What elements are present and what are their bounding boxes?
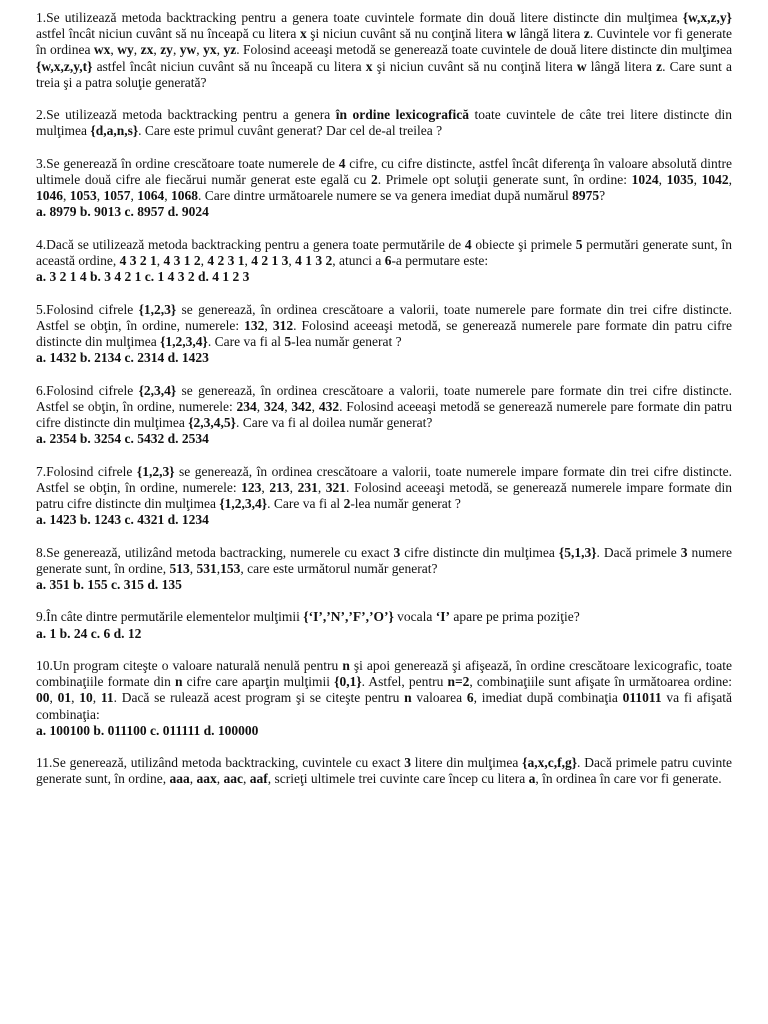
text-run: 7.Folosind cifrele xyxy=(36,463,137,479)
text-run: , xyxy=(189,560,197,576)
bold-run: yz xyxy=(223,42,237,58)
bold-run: 5 xyxy=(284,334,292,349)
bold-run: zy xyxy=(160,42,173,58)
bold-run: 231 xyxy=(297,479,318,495)
bold-run: 4 3 2 1 xyxy=(119,253,157,268)
bold-run: 11 xyxy=(100,690,114,706)
text-run: , xyxy=(216,771,224,787)
bold-run: 10 xyxy=(79,690,93,706)
bold-run: 8975 xyxy=(572,188,600,204)
bold-run: 1046 xyxy=(36,188,63,204)
text-run: valoarea xyxy=(411,690,467,706)
bold-run: ‘I’ xyxy=(435,609,450,625)
bold-run: 132 xyxy=(244,317,265,333)
bold-run: wy xyxy=(117,42,134,58)
text-run: , xyxy=(244,253,252,268)
question-block xyxy=(36,609,732,641)
text-run: astfel încât niciun cuvânt să nu înceapă cu litera xyxy=(92,58,366,74)
text-run: ? xyxy=(599,188,606,204)
text-run: 6.Folosind cifrele xyxy=(36,382,139,398)
bold-run: 3 xyxy=(393,544,401,560)
bold-run: 1057 xyxy=(103,188,131,204)
question-block xyxy=(36,383,732,448)
bold-run: 4 xyxy=(464,236,472,252)
text-run: şi niciun cuvânt să nu conţină litera xyxy=(306,26,507,42)
text-run: se generează, în ordinea crescătoare a valorii, toate numerele pare formate din trei cifre distincte. Astfel se obţin, în ordine, numerele: xyxy=(36,301,732,333)
bold-run: 2 xyxy=(371,172,378,187)
text-run: şi niciun cuvânt să nu conţină litera xyxy=(372,58,577,74)
text-run: . Primele opt soluţii generate sunt, în ordine: xyxy=(377,172,632,187)
question-block xyxy=(36,237,732,286)
answer-options: a. 100100 b. 011100 c. 011111 d. 100000 xyxy=(36,722,259,738)
text-run: , imediat după combinaţia xyxy=(473,690,623,706)
question-block xyxy=(36,10,732,91)
bold-run: 1024 xyxy=(631,172,659,187)
text-run: . Folosind aceeaşi metodă se generează numerele pare formate din patru cifre distincte din mulţimea xyxy=(36,398,733,430)
answer-options: a. 1432 b. 2134 c. 2314 d. 1423 xyxy=(36,350,209,366)
question-text xyxy=(36,107,732,139)
text-run: . Care va fi al doilea număr generat? xyxy=(235,415,433,430)
text-run: , xyxy=(164,188,171,204)
bold-run: n xyxy=(404,690,412,706)
bold-run: {1,2,3} xyxy=(136,463,175,479)
text-run: , xyxy=(288,253,296,268)
text-run: se generează, în ordinea crescătoare a valorii, toate numerele pare formate din trei cifre distincte. Astfel se obţin, în ordine, numerele: xyxy=(36,382,732,414)
question-text xyxy=(36,609,732,625)
question-block xyxy=(36,302,732,367)
text-run: , xyxy=(49,690,58,706)
text-run: 2.Se utilizează metoda backtracking pentru a genera xyxy=(36,107,336,123)
text-run: , xyxy=(133,42,141,58)
text-run: , xyxy=(63,188,70,204)
text-run: , care este următorul număr generat? xyxy=(240,560,438,576)
text-run: , xyxy=(130,188,138,204)
text-run: , xyxy=(242,771,250,787)
bold-run: {‘I’,’N’,’F’,’O’} xyxy=(303,609,394,625)
text-run: , xyxy=(71,690,80,706)
text-run: , xyxy=(264,317,273,333)
text-run: apare pe prima poziţie? xyxy=(450,609,580,625)
text-run: 8.Se generează, utilizând metoda bactracking, numerele cu exact xyxy=(36,544,394,560)
bold-run: {a,x,c,f,g} xyxy=(522,755,578,771)
text-run: , în ordinea în care vor fi generate. xyxy=(535,771,722,787)
text-run: . Dacă se rulează acest program şi se citeşte pentru xyxy=(113,690,405,706)
bold-run: {0,1} xyxy=(334,674,362,690)
bold-run: 011011 xyxy=(622,690,662,706)
bold-run: x xyxy=(365,58,373,74)
bold-run: {2,3,4} xyxy=(138,382,177,398)
bold-run: 123 xyxy=(241,479,262,495)
text-run: . Dacă primele patru cuvinte generate sunt, în ordine, xyxy=(36,755,732,787)
text-run: -a permutare este: xyxy=(391,253,489,268)
bold-run: {1,2,3,4} xyxy=(219,496,268,511)
answer-options: a. 3 2 1 4 b. 3 4 2 1 c. 1 4 3 2 d. 4 1 2 3 xyxy=(36,269,250,285)
bold-run: 3 xyxy=(404,755,412,771)
text-run: 10.Un program citeşte o valoare naturală nenulă pentru xyxy=(36,657,343,673)
text-run: 4.Dacă se utilizează metoda backtracking pentru a genera toate permutările de xyxy=(36,236,465,252)
text-run: permutări generate sunt, în această ordine, xyxy=(36,236,732,268)
bold-run: n xyxy=(174,674,183,690)
bold-run: 01 xyxy=(57,690,72,706)
bold-run: 513 xyxy=(169,560,190,576)
text-run: lângă litera xyxy=(516,26,584,42)
text-run: astfel încât niciun cuvânt să nu înceapă cu litera xyxy=(36,26,300,42)
bold-run: yw xyxy=(179,42,197,58)
bold-run: w xyxy=(576,58,587,74)
text-run: , xyxy=(196,42,204,58)
text-run: , xyxy=(284,398,292,414)
question-block xyxy=(36,156,732,221)
bold-run: 321 xyxy=(325,479,347,495)
text-run: , xyxy=(256,398,264,414)
bold-run: 324 xyxy=(263,398,285,414)
text-run: 3.Se generează în ordine crescătoare toate numerele de xyxy=(36,155,339,171)
text-run: se generează, în ordinea crescătoare a valorii, toate numerele impare formate din trei cifre distincte. Astfel se obţin, în ordine, numerele: xyxy=(36,463,732,495)
text-run: obiecte şi primele xyxy=(471,236,576,252)
text-run: . Care dintre următoarele numere se va genera imediat după numărul xyxy=(198,188,573,204)
question-text xyxy=(36,237,732,269)
question-text xyxy=(36,658,732,723)
bold-run: 4 2 3 1 xyxy=(207,253,245,268)
bold-run: z xyxy=(656,58,663,74)
bold-run: {2,3,4,5} xyxy=(188,415,236,430)
question-text xyxy=(36,383,732,432)
question-block xyxy=(36,545,732,594)
text-run: . Folosind aceeaşi metodă, se generează numerele impare formate din patru cifre distincte din mulţimea xyxy=(36,479,733,511)
text-run: , xyxy=(658,172,667,187)
bold-run: n=2 xyxy=(447,674,470,690)
bold-run: 1042 xyxy=(701,172,729,187)
text-run: . Dacă primele xyxy=(596,544,681,560)
text-run: şi apoi generează şi afişează, în ordine crescătoare lexicografic, toate combinaţiile formate din xyxy=(36,657,732,690)
text-run: . Cuvintele vor fi generate în ordinea xyxy=(36,26,733,58)
text-run: , xyxy=(153,42,161,58)
bold-run: aax xyxy=(196,771,217,787)
bold-run: a xyxy=(528,771,536,787)
text-run: . Care va fi al xyxy=(207,334,285,349)
bold-run: {1,2,3,4} xyxy=(160,334,208,349)
text-run: -lea număr generat ? xyxy=(350,496,461,511)
bold-run: wx xyxy=(93,42,111,58)
text-run: , xyxy=(289,479,298,495)
bold-run: {w,x,z,y,t} xyxy=(36,58,93,74)
text-run: numere generate sunt, în ordine, xyxy=(36,544,732,576)
bold-run: 153 xyxy=(220,560,241,576)
bold-run: z xyxy=(583,26,590,42)
text-run: , xyxy=(172,42,180,58)
bold-run: 4 xyxy=(338,155,346,171)
bold-run: 4 1 3 2 xyxy=(295,253,333,268)
question-block xyxy=(36,755,732,787)
text-run: 1.Se utilizează metoda backtracking pentru a genera toate cuvintele formate din două litere distincte din mulţimea xyxy=(36,10,683,25)
bold-run: în ordine lexicografică xyxy=(335,107,470,123)
answer-options: a. 351 b. 155 c. 315 d. 135 xyxy=(36,577,182,592)
text-run: 5.Folosind cifrele xyxy=(36,301,139,317)
bold-run: 5 xyxy=(575,236,583,252)
text-run: va fi afişată combinaţia: xyxy=(36,690,733,722)
text-run: . Folosind aceeaşi metodă se generează toate cuvintele de două litere distincte din mulţimea xyxy=(236,42,733,58)
text-run: , xyxy=(311,398,319,414)
text-run: , xyxy=(693,172,702,187)
text-run: , xyxy=(92,690,101,706)
text-run: lângă litera xyxy=(586,58,657,74)
text-run: vocala xyxy=(393,609,436,625)
bold-run: aaa xyxy=(169,771,190,787)
text-run: , xyxy=(216,560,221,576)
text-run: 11.Se generează, utilizând metoda backtracking, cuvintele cu exact xyxy=(36,755,405,771)
text-run: 9.În câte dintre permutările elementelor mulţimii xyxy=(36,609,304,625)
answer-options: a. 1423 b. 1243 c. 4321 d. 1234 xyxy=(36,512,209,528)
bold-run: x xyxy=(299,26,307,42)
bold-run: 00 xyxy=(36,690,50,706)
text-run: , xyxy=(96,188,104,204)
text-run: , xyxy=(200,253,208,268)
question-block xyxy=(36,658,732,739)
text-run: . Care este primul cuvânt generat? Dar cel de-al treilea ? xyxy=(138,123,443,139)
bold-run: 312 xyxy=(272,317,294,333)
answer-options: a. 8979 b. 9013 c. 8957 d. 9024 xyxy=(36,204,209,220)
bold-run: 342 xyxy=(291,398,312,414)
question-text xyxy=(36,10,732,91)
question-text xyxy=(36,464,732,513)
text-run: , combinaţiile sunt afişate în următoarea ordine: xyxy=(469,674,732,690)
bold-run: {d,a,n,s} xyxy=(90,123,139,139)
bold-run: {5,1,3} xyxy=(558,544,597,560)
text-run: , xyxy=(261,479,270,495)
question-block xyxy=(36,107,732,139)
bold-run: w xyxy=(506,26,517,42)
bold-run: 6 xyxy=(384,253,392,268)
text-run: , scrieţi ultimele trei cuvinte care încep cu litera xyxy=(267,771,529,787)
answer-options: a. 2354 b. 3254 c. 5432 d. 2534 xyxy=(36,431,209,447)
text-run: -lea număr generat ? xyxy=(291,334,402,349)
text-run: , atunci a xyxy=(332,253,385,268)
text-run: , xyxy=(216,42,224,58)
bold-run: 1053 xyxy=(69,188,97,204)
text-run: . Astfel, pentru xyxy=(361,674,448,690)
bold-run: 4 3 1 2 xyxy=(163,253,201,268)
bold-run: 4 2 1 3 xyxy=(251,253,289,268)
question-text xyxy=(36,755,732,787)
question-text xyxy=(36,156,732,205)
text-run: . Care va fi al xyxy=(267,496,344,511)
bold-run: aac xyxy=(223,771,243,787)
bold-run: aaf xyxy=(249,771,268,787)
text-run: , xyxy=(110,42,118,58)
text-run: . Care sunt a treia şi a patra soluţie generată? xyxy=(36,58,733,90)
text-run: , xyxy=(189,771,197,787)
bold-run: 234 xyxy=(236,398,257,414)
text-run: . Folosind aceeaşi metodă, se generează numerele pare formate din patru cifre distincte din mulţimea xyxy=(36,317,732,349)
bold-run: 1035 xyxy=(666,172,694,187)
bold-run: 432 xyxy=(318,398,340,414)
text-run: , xyxy=(156,253,164,268)
text-run: toate cuvintele de câte trei litere distincte din mulţimea xyxy=(36,107,732,139)
bold-run: 6 xyxy=(466,690,474,706)
bold-run: 531 xyxy=(196,560,217,576)
bold-run: yx xyxy=(203,42,217,58)
answer-options: a. 1 b. 24 c. 6 d. 12 xyxy=(36,625,142,641)
text-run: , xyxy=(728,172,733,187)
text-run: , xyxy=(317,479,326,495)
text-run: litere din mulţimea xyxy=(411,755,523,771)
bold-run: zx xyxy=(140,42,154,58)
bold-run: 1068 xyxy=(171,188,198,204)
bold-run: 1064 xyxy=(137,188,165,204)
bold-run: n xyxy=(342,657,350,673)
question-text xyxy=(36,302,732,351)
bold-run: {1,2,3} xyxy=(138,301,177,317)
bold-run: {w,x,z,y} xyxy=(682,10,732,25)
text-run: cifre care aparţin mulţimii xyxy=(182,674,335,690)
text-run: cifre distincte din mulţimea xyxy=(400,544,559,560)
bold-run: 213 xyxy=(269,479,290,495)
question-text xyxy=(36,545,732,577)
text-run: cifre, cu cifre distincte, astfel încât diferenţa în valoare absolută dintre ultimele două cifre ale fiecărui număr generat este egală cu xyxy=(36,155,732,187)
question-block xyxy=(36,464,732,529)
bold-run: 2 xyxy=(343,496,351,511)
bold-run: 3 xyxy=(680,544,688,560)
